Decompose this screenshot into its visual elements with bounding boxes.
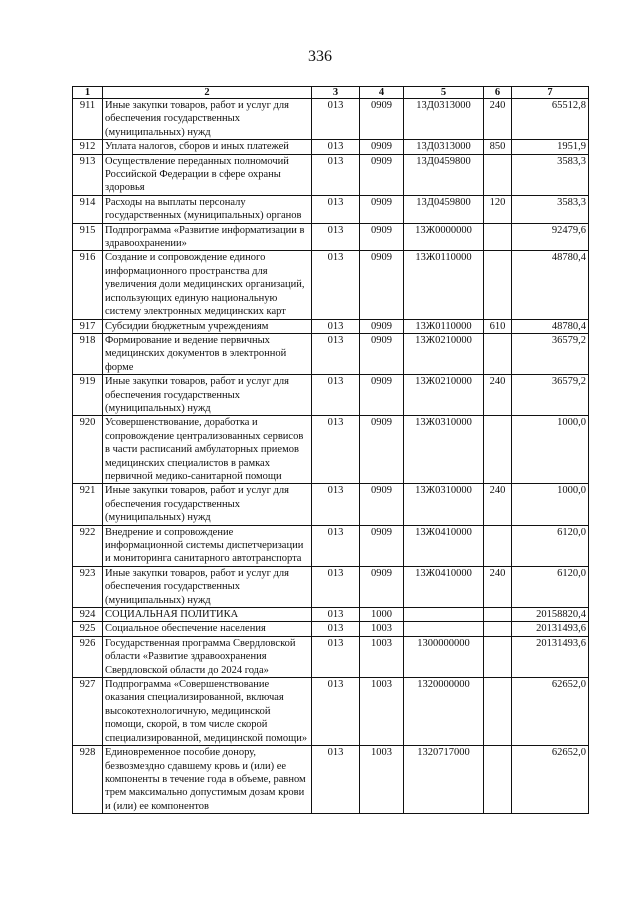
row-ministry-code: 013 <box>312 636 360 677</box>
row-ministry-code: 013 <box>312 140 360 154</box>
row-amount: 3583,3 <box>512 154 589 195</box>
header-cell: 5 <box>404 87 484 99</box>
table-row <box>73 140 589 154</box>
row-amount: 3583,3 <box>512 195 589 223</box>
row-section-code: 1003 <box>360 622 404 636</box>
row-section-code: 1003 <box>360 678 404 746</box>
row-expense-type <box>484 636 512 677</box>
row-amount: 20131493,6 <box>512 622 589 636</box>
row-target-code: 13Ж0410000 <box>404 525 484 566</box>
table-row <box>73 484 589 525</box>
row-name: Формирование и ведение первичных медицинских документов в электронной форме <box>103 333 312 374</box>
row-expense-type <box>484 416 512 484</box>
row-ministry-code: 013 <box>312 678 360 746</box>
row-expense-type <box>484 746 512 814</box>
row-name: Единовременное пособие донору, безвозмездно сдавшему кровь и (или) ее компоненты в течение года в объеме, равном трем максимально допустимым дозам крови и (или) ее компонентов <box>103 746 312 814</box>
row-number: 918 <box>73 333 103 374</box>
row-ministry-code: 013 <box>312 319 360 333</box>
row-number: 911 <box>73 99 103 140</box>
row-target-code <box>404 622 484 636</box>
row-name: Усовершенствование, доработка и сопровождение централизованных сервисов в части расписаний амбулаторных приемов медицинских специалистов в рамках первичной медико-санитарной помощи <box>103 416 312 484</box>
table-row <box>73 223 589 251</box>
row-ministry-code: 013 <box>312 333 360 374</box>
row-name: Расходы на выплаты персоналу государственных (муниципальных) органов <box>103 195 312 223</box>
header-cell: 3 <box>312 87 360 99</box>
row-ministry-code: 013 <box>312 566 360 607</box>
row-expense-type: 240 <box>484 484 512 525</box>
row-ministry-code: 013 <box>312 608 360 622</box>
row-section-code: 1003 <box>360 746 404 814</box>
row-target-code: 1320717000 <box>404 746 484 814</box>
row-section-code: 1003 <box>360 636 404 677</box>
table-row <box>73 154 589 195</box>
header-cell: 4 <box>360 87 404 99</box>
row-amount: 48780,4 <box>512 251 589 319</box>
row-target-code: 13Д0313000 <box>404 140 484 154</box>
row-number: 916 <box>73 251 103 319</box>
row-expense-type <box>484 333 512 374</box>
row-section-code: 0909 <box>360 99 404 140</box>
header-cell: 2 <box>103 87 312 99</box>
row-expense-type <box>484 678 512 746</box>
row-amount: 36579,2 <box>512 375 589 416</box>
row-ministry-code: 013 <box>312 99 360 140</box>
row-expense-type: 120 <box>484 195 512 223</box>
row-target-code: 13Д0459800 <box>404 154 484 195</box>
row-name: Иные закупки товаров, работ и услуг для обеспечения государственных (муниципальных) нужд <box>103 99 312 140</box>
row-section-code: 0909 <box>360 416 404 484</box>
row-target-code: 13Ж0110000 <box>404 251 484 319</box>
table-row <box>73 608 589 622</box>
row-name: Подпрограмма «Совершенствование оказания специализированной, включая высокотехнологичную, медицинской помощи, скорой, в том числе скорой специализированной, медицинской помощи» <box>103 678 312 746</box>
row-section-code: 0909 <box>360 154 404 195</box>
row-amount: 20131493,6 <box>512 636 589 677</box>
table-row <box>73 319 589 333</box>
row-name: Иные закупки товаров, работ и услуг для обеспечения государственных (муниципальных) нужд <box>103 484 312 525</box>
row-ministry-code: 013 <box>312 251 360 319</box>
row-ministry-code: 013 <box>312 484 360 525</box>
table-row <box>73 525 589 566</box>
row-number: 922 <box>73 525 103 566</box>
row-number: 919 <box>73 375 103 416</box>
row-name: Подпрограмма «Развитие информатизации в здравоохранении» <box>103 223 312 251</box>
row-target-code: 1320000000 <box>404 678 484 746</box>
header-cell: 6 <box>484 87 512 99</box>
row-expense-type: 850 <box>484 140 512 154</box>
row-name: Уплата налогов, сборов и иных платежей <box>103 140 312 154</box>
row-name: Иные закупки товаров, работ и услуг для обеспечения государственных (муниципальных) нужд <box>103 375 312 416</box>
row-amount: 62652,0 <box>512 746 589 814</box>
header-cell: 1 <box>73 87 103 99</box>
row-name: Иные закупки товаров, работ и услуг для обеспечения государственных (муниципальных) нужд <box>103 566 312 607</box>
row-expense-type <box>484 622 512 636</box>
row-amount: 6120,0 <box>512 566 589 607</box>
row-ministry-code: 013 <box>312 223 360 251</box>
row-name: Осуществление переданных полномочий Российской Федерации в сфере охраны здоровья <box>103 154 312 195</box>
row-section-code: 0909 <box>360 375 404 416</box>
row-number: 925 <box>73 622 103 636</box>
budget-table <box>72 86 589 814</box>
row-expense-type <box>484 223 512 251</box>
row-ministry-code: 013 <box>312 195 360 223</box>
row-expense-type <box>484 154 512 195</box>
row-target-code: 13Ж0310000 <box>404 484 484 525</box>
row-section-code: 0909 <box>360 223 404 251</box>
row-number: 927 <box>73 678 103 746</box>
table-row <box>73 99 589 140</box>
row-target-code: 13Д0313000 <box>404 99 484 140</box>
row-section-code: 0909 <box>360 484 404 525</box>
row-name: Социальное обеспечение населения <box>103 622 312 636</box>
row-amount: 65512,8 <box>512 99 589 140</box>
page-number: 336 <box>308 48 332 65</box>
row-target-code: 13Ж0000000 <box>404 223 484 251</box>
row-ministry-code: 013 <box>312 375 360 416</box>
table-row <box>73 678 589 746</box>
row-target-code: 13Ж0310000 <box>404 416 484 484</box>
row-section-code: 0909 <box>360 195 404 223</box>
row-amount: 36579,2 <box>512 333 589 374</box>
row-target-code <box>404 608 484 622</box>
row-amount: 48780,4 <box>512 319 589 333</box>
row-section-code: 0909 <box>360 525 404 566</box>
row-section-code: 0909 <box>360 251 404 319</box>
row-target-code: 13Ж0110000 <box>404 319 484 333</box>
row-ministry-code: 013 <box>312 416 360 484</box>
row-section-code: 0909 <box>360 319 404 333</box>
row-target-code: 13Ж0210000 <box>404 333 484 374</box>
row-section-code: 1000 <box>360 608 404 622</box>
row-expense-type: 240 <box>484 99 512 140</box>
row-ministry-code: 013 <box>312 525 360 566</box>
table-row <box>73 746 589 814</box>
row-expense-type: 240 <box>484 375 512 416</box>
row-target-code: 13Д0459800 <box>404 195 484 223</box>
row-expense-type <box>484 608 512 622</box>
row-number: 917 <box>73 319 103 333</box>
row-name: Создание и сопровождение единого информационного пространства для увеличения доли медицинских организаций, использующих единую национальную систему электронных медицинских карт <box>103 251 312 319</box>
row-amount: 6120,0 <box>512 525 589 566</box>
row-number: 924 <box>73 608 103 622</box>
row-section-code: 0909 <box>360 140 404 154</box>
row-amount: 1000,0 <box>512 416 589 484</box>
row-expense-type <box>484 525 512 566</box>
row-target-code: 13Ж0410000 <box>404 566 484 607</box>
row-target-code: 13Ж0210000 <box>404 375 484 416</box>
row-number: 915 <box>73 223 103 251</box>
row-amount: 92479,6 <box>512 223 589 251</box>
row-section-code: 0909 <box>360 333 404 374</box>
row-number: 926 <box>73 636 103 677</box>
table-row <box>73 416 589 484</box>
row-number: 913 <box>73 154 103 195</box>
table-row <box>73 636 589 677</box>
row-name: Субсидии бюджетным учреждениям <box>103 319 312 333</box>
row-amount: 20158820,4 <box>512 608 589 622</box>
row-number: 923 <box>73 566 103 607</box>
row-section-code: 0909 <box>360 566 404 607</box>
header-cell: 7 <box>512 87 589 99</box>
table-row <box>73 333 589 374</box>
row-name: Внедрение и сопровождение информационной системы диспетчеризации и мониторинга санитарного автотранспорта <box>103 525 312 566</box>
header-row <box>73 87 589 99</box>
row-ministry-code: 013 <box>312 154 360 195</box>
row-number: 921 <box>73 484 103 525</box>
row-ministry-code: 013 <box>312 622 360 636</box>
row-amount: 1000,0 <box>512 484 589 525</box>
row-number: 914 <box>73 195 103 223</box>
row-number: 912 <box>73 140 103 154</box>
row-number: 920 <box>73 416 103 484</box>
row-name: Государственная программа Свердловской области «Развитие здравоохранения Свердловской области до 2024 года» <box>103 636 312 677</box>
row-amount: 62652,0 <box>512 678 589 746</box>
row-expense-type: 610 <box>484 319 512 333</box>
row-number: 928 <box>73 746 103 814</box>
row-ministry-code: 013 <box>312 746 360 814</box>
row-name: СОЦИАЛЬНАЯ ПОЛИТИКА <box>103 608 312 622</box>
row-expense-type <box>484 251 512 319</box>
row-expense-type: 240 <box>484 566 512 607</box>
row-amount: 1951,9 <box>512 140 589 154</box>
table-row <box>73 195 589 223</box>
table-row <box>73 622 589 636</box>
table-row <box>73 375 589 416</box>
row-target-code: 1300000000 <box>404 636 484 677</box>
table-row <box>73 566 589 607</box>
table-row <box>73 251 589 319</box>
